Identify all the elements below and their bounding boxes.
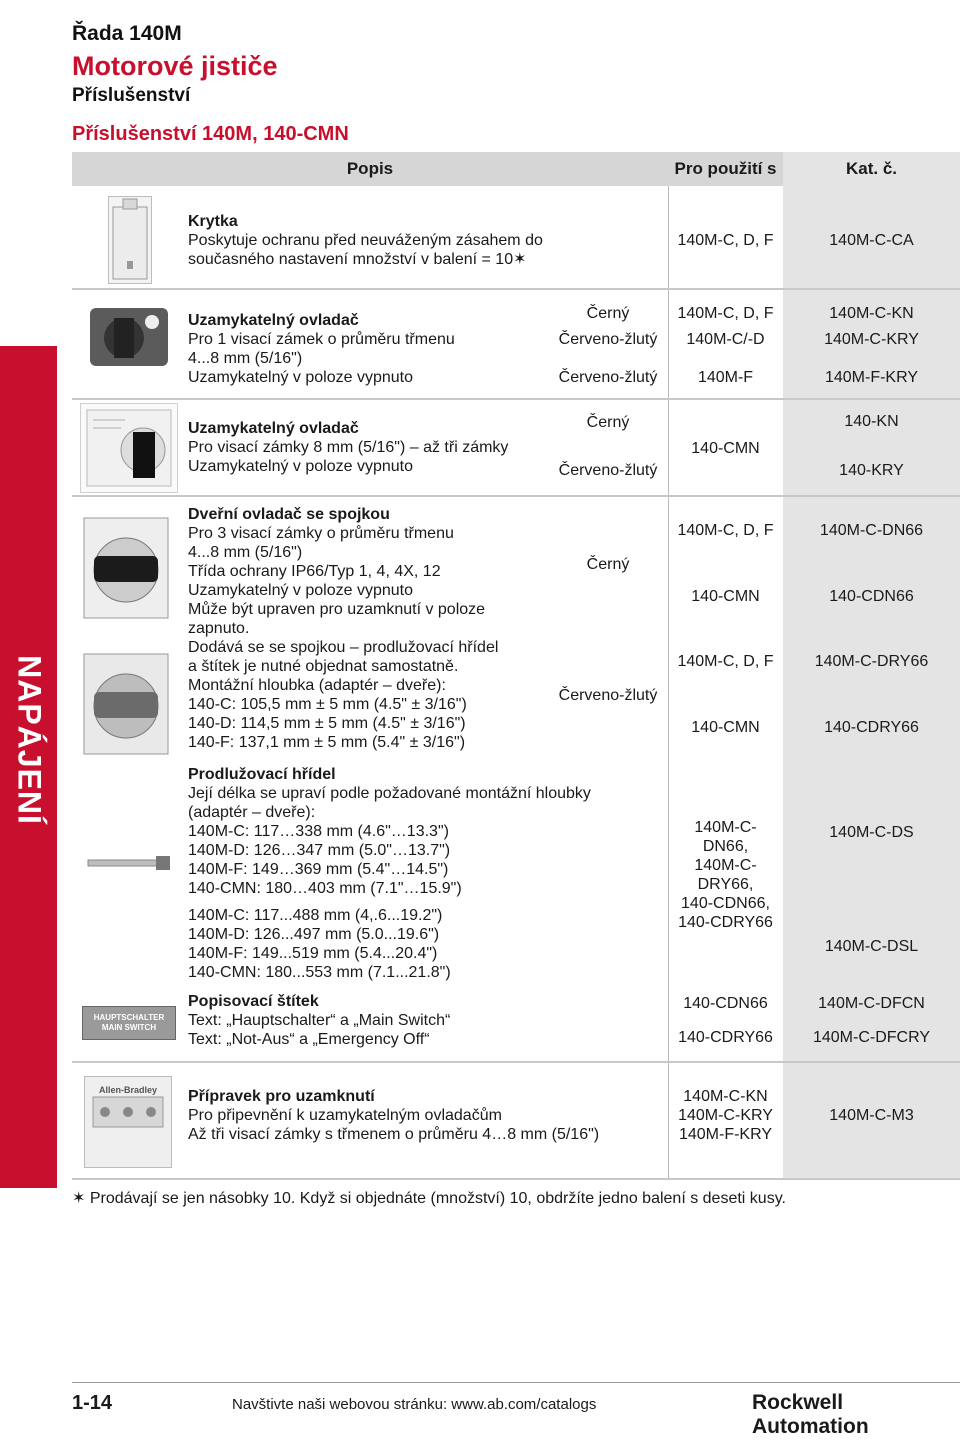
row-operator-desc xyxy=(188,419,548,476)
row-door-line: Pro 3 visací zámky o průměru třmenu xyxy=(188,525,454,542)
row-shaft-use xyxy=(668,818,783,932)
row-cover-line: Poskytuje ochranu před neuváženým zásahem do xyxy=(188,232,543,249)
row-door-cat: 140M-C-DN66 xyxy=(819,522,924,539)
row-shaft-line: (adaptér – dveře): xyxy=(188,804,316,821)
page-subtitle: Příslušenství xyxy=(72,85,191,106)
row-lockout-desc xyxy=(188,1087,658,1144)
row-lockable-line: 4...8 mm (5/16") xyxy=(188,350,303,367)
row-lockable-color: Červeno-žlutý xyxy=(558,331,658,348)
row-lockout-line: Až tři visací zámky s třmenem o průměru 4…8 mm (5/16") xyxy=(188,1126,600,1143)
row-door-use: 140M-C, D, F xyxy=(677,653,774,670)
row-divider xyxy=(72,495,960,497)
row-shaft-desc xyxy=(188,765,658,898)
row-operator-cat: 140-KRY xyxy=(839,462,904,479)
row-door-use: 140-CMN xyxy=(691,588,760,605)
row-nameplate-cat: 140M-C-DFCN xyxy=(818,995,925,1012)
row-door-use: 140M-C, D, F xyxy=(677,522,774,539)
row-door-desc xyxy=(188,505,548,752)
row-shaft-line: 140M-F: 149...519 mm (5.4...20.4") xyxy=(188,945,438,962)
row-lockout-use-line: 140M-C-KRY xyxy=(678,1107,773,1124)
row-lockable-line: Uzamykatelný v poloze vypnuto xyxy=(188,369,413,386)
door-handle-black-icon xyxy=(80,514,172,622)
row-divider xyxy=(72,398,960,400)
row-lockable-line: Pro 1 visací zámek o průměru třmenu xyxy=(188,331,455,348)
row-divider xyxy=(72,288,960,290)
row-operator-cat: 140-KN xyxy=(844,413,899,430)
row-nameplate-line: Text: „Hauptschalter“ a „Main Switch“ xyxy=(188,1012,451,1029)
row-door-title: Dveřní ovladač se spojkou xyxy=(188,506,390,523)
row-lockable-cat: 140M-C-KRY xyxy=(824,331,919,348)
row-lockable-use: 140M-C/-D xyxy=(686,331,765,348)
row-cover-title: Krytka xyxy=(188,213,238,230)
row-door-line: a štítek je nutné objednat samostatně. xyxy=(188,658,459,675)
row-lockable-use: 140M-C, D, F xyxy=(677,305,774,322)
row-door-line: 140-D: 114,5 mm ± 5 mm (4.5" ± 3/16") xyxy=(188,715,466,732)
footnote: ✶ Prodávají se jen násobky 10. Když si objednáte (množství) 10, obdržíte jedno balení s deseti kusy. xyxy=(72,1190,786,1207)
row-door-line: Dodává se se spojkou – prodlužovací hřídel xyxy=(188,639,499,656)
row-door-cat: 140M-C-DRY66 xyxy=(814,653,929,670)
row-shaft-desc-long xyxy=(188,906,658,982)
lockout-brand-tag: Allen-Bradley xyxy=(98,1085,158,1095)
row-shaft-use-line: 140M-C- xyxy=(694,819,757,836)
row-shaft-use-line: 140M-C- xyxy=(694,857,757,874)
door-handle-black-image xyxy=(80,514,172,622)
row-cover-cat: 140M-C-CA xyxy=(829,232,914,249)
row-shaft-line: Její délka se upraví podle požadované montážní hloubky xyxy=(188,785,591,802)
row-door-line: Třída ochrany IP66/Typ 1, 4, 4X, 12 xyxy=(188,563,441,580)
series-title: Řada 140M xyxy=(72,22,182,45)
row-nameplate-desc xyxy=(188,992,658,1049)
row-door-line: 140-C: 105,5 mm ± 5 mm (4.5" ± 3/16") xyxy=(188,696,467,713)
row-operator-use: 140-CMN xyxy=(691,440,760,457)
row-shaft-use-line: DN66, xyxy=(702,838,749,855)
row-shaft-use-line: DRY66, xyxy=(697,876,754,893)
row-divider xyxy=(72,1061,960,1063)
row-door-line: zapnuto. xyxy=(188,620,250,637)
row-cover-use: 140M-C, D, F xyxy=(677,232,774,249)
extension-shaft-icon xyxy=(86,852,174,874)
row-door-line: 4...8 mm (5/16") xyxy=(188,544,303,561)
row-nameplate-use: 140-CDRY66 xyxy=(678,1029,773,1046)
website-note: Navštivte naši webovou stránku: www.ab.com/catalogs xyxy=(232,1396,597,1413)
row-lockout-title: Přípravek pro uzamknutí xyxy=(188,1088,375,1105)
row-shaft-use-line: 140-CDN66, xyxy=(681,895,770,912)
side-tab-label: NAPÁJENÍ xyxy=(11,655,47,825)
lockable-operator-icon xyxy=(81,404,177,492)
row-door-cat: 140-CDRY66 xyxy=(824,719,919,736)
row-shaft-line: 140-CMN: 180...553 mm (7.1...21.8") xyxy=(188,964,451,981)
row-operator-color: Černý xyxy=(586,414,630,431)
row-door-cat: 140-CDN66 xyxy=(829,588,914,605)
row-shaft-cat: 140M-C-DS xyxy=(829,824,914,841)
nameplate-text: MAIN SWITCH xyxy=(101,1023,157,1032)
row-shaft-use-line: 140-CDRY66 xyxy=(678,914,773,931)
row-cover-desc xyxy=(188,212,658,269)
row-shaft-line: 140M-D: 126...497 mm (5.0...19.6") xyxy=(188,926,440,943)
row-lockout-use-line: 140M-C-KN xyxy=(683,1088,768,1105)
cover-image xyxy=(108,196,152,284)
page-title: Motorové jističe xyxy=(72,51,278,81)
col-header-popis: Popis xyxy=(72,152,668,186)
row-door-line: Montážní hloubka (adaptér – dveře): xyxy=(188,677,446,694)
row-lockable-title: Uzamykatelný ovladač xyxy=(188,312,359,329)
row-nameplate-cat: 140M-C-DFCRY xyxy=(812,1029,931,1046)
lockable-handle-image xyxy=(86,294,172,380)
row-shaft-line: 140M-C: 117...488 mm (4,.6...19.2") xyxy=(188,907,443,924)
row-operator-color: Červeno-žlutý xyxy=(558,462,658,479)
row-lockable-cat: 140M-C-KN xyxy=(829,305,914,322)
row-lockout-cat: 140M-C-M3 xyxy=(829,1107,914,1124)
row-lockable-cat: 140M-F-KRY xyxy=(824,369,919,386)
row-lockable-use: 140M-F xyxy=(697,369,754,386)
footer-divider xyxy=(72,1382,960,1383)
extension-shaft-image xyxy=(86,852,174,874)
door-handle-red-yellow-icon xyxy=(80,650,172,758)
row-lockout-line: Pro připevnění k uzamykatelným ovladačům xyxy=(188,1107,502,1124)
row-door-color: Černý xyxy=(586,556,630,573)
row-shaft-line: 140M-C: 117…338 mm (4.6"…13.3") xyxy=(188,823,449,840)
row-divider xyxy=(72,1178,960,1180)
row-shaft-cat: 140M-C-DSL xyxy=(824,938,919,955)
row-nameplate-use: 140-CDN66 xyxy=(683,995,768,1012)
row-lockable-color: Černý xyxy=(586,305,630,322)
nameplate-image xyxy=(82,1006,176,1040)
row-operator-line: Pro visací zámky 8 mm (5/16") – až tři zámky xyxy=(188,439,509,456)
row-cover-line: současného nastavení množství v balení = 10✶ xyxy=(188,251,527,268)
door-handle-red-yellow-image xyxy=(80,650,172,758)
row-lockout-use xyxy=(668,1087,783,1144)
row-door-line: Uzamykatelný v poloze vypnuto xyxy=(188,582,413,599)
row-door-color: Červeno-žlutý xyxy=(558,687,658,704)
row-door-line: Může být upraven pro uzamknutí v poloze xyxy=(188,601,486,618)
row-lockable-desc xyxy=(188,311,538,387)
cover-icon xyxy=(109,197,151,283)
row-nameplate-line: Text: „Not-Aus“ a „Emergency Off“ xyxy=(188,1031,430,1048)
row-shaft-line: 140-CMN: 180…403 mm (7.1"…15.9") xyxy=(188,880,462,897)
row-shaft-title: Prodlužovací hřídel xyxy=(188,766,336,783)
lockable-operator-image xyxy=(80,403,178,493)
row-operator-line: Uzamykatelný v poloze vypnuto xyxy=(188,458,413,475)
lockable-handle-icon xyxy=(86,294,172,380)
row-lockout-use-line: 140M-F-KRY xyxy=(678,1126,773,1143)
row-operator-title: Uzamykatelný ovladač xyxy=(188,420,359,437)
row-shaft-line: 140M-D: 126…347 mm (5.0"…13.7") xyxy=(188,842,451,859)
row-lockable-color: Červeno-žlutý xyxy=(558,369,658,386)
row-nameplate-title: Popisovací štítek xyxy=(188,993,319,1010)
row-door-use: 140-CMN xyxy=(691,719,760,736)
brand-name: Rockwell Automation xyxy=(752,1391,869,1438)
lockout-adapter-image xyxy=(84,1076,172,1168)
row-door-line: 140-F: 137,1 mm ± 5 mm (5.4" ± 3/16") xyxy=(188,734,466,751)
nameplate-text: HAUPTSCHALTER xyxy=(93,1013,165,1022)
page-number: 1-14 xyxy=(72,1392,113,1414)
row-shaft-line: 140M-F: 149…369 mm (5.4"…14.5") xyxy=(188,861,449,878)
side-tab-label-wrap xyxy=(0,640,57,840)
col-header-cat: Kat. č. xyxy=(783,152,960,186)
col-header-use: Pro použití s xyxy=(668,152,783,186)
section-title: Příslušenství 140M, 140-CMN xyxy=(72,123,349,145)
